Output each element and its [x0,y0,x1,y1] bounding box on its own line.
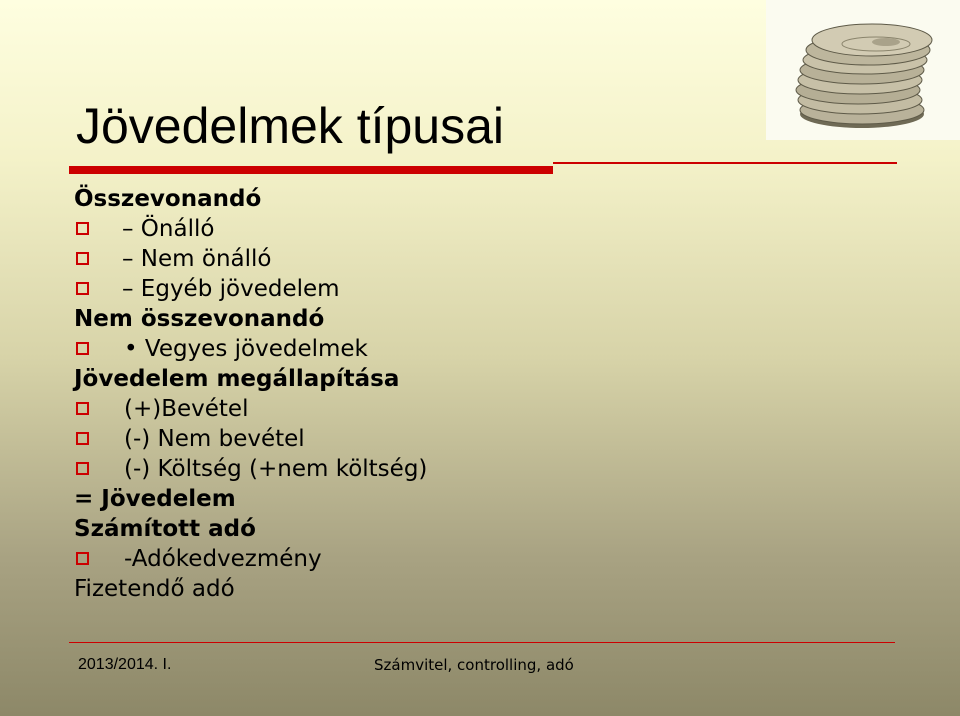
list-item-text: (-) Költség (+nem költség) [124,456,428,482]
square-bullet-icon [76,252,89,265]
list-item [74,304,774,334]
list-item [74,424,774,454]
footer-course-title: Számvitel, controlling, adó [374,656,574,674]
square-bullet-icon [76,552,89,565]
list-item [74,274,774,304]
square-bullet-icon [76,282,89,295]
coin-stack-image [766,0,960,140]
list-item [74,574,774,604]
list-item [74,364,774,394]
list-item [74,394,774,424]
list-item-text: (+)Bevétel [124,396,249,422]
list-item [74,244,774,274]
square-bullet-icon [76,342,89,355]
list-item [74,544,774,574]
list-item-text: – Egyéb jövedelem [122,276,340,302]
footer-divider [69,642,895,643]
square-bullet-icon [76,462,89,475]
title-underline-bar [69,166,553,174]
list-item [74,514,774,544]
content-list [74,184,774,604]
list-item-text: – Nem önálló [122,246,272,272]
list-item-text: -Adókedvezmény [124,546,322,572]
list-item-text: Fizetendő adó [74,576,235,602]
list-item-text: Nem összevonandó [74,306,325,332]
list-item-text: (-) Nem bevétel [124,426,305,452]
list-item-text: Számított adó [74,516,256,542]
list-item [74,184,774,214]
slide-title: Jövedelmek típusai [76,98,505,154]
square-bullet-icon [76,432,89,445]
list-item [74,334,774,364]
list-item [74,214,774,244]
list-item-text: = Jövedelem [74,486,236,512]
list-item-text: Jövedelem megállapítása [74,366,400,392]
title-underline-rule [553,162,897,164]
list-item-text: – Önálló [122,216,215,242]
square-bullet-icon [76,402,89,415]
list-item [74,484,774,514]
list-item-text: Összevonandó [74,186,262,212]
list-item-text: • Vegyes jövedelmek [124,336,368,362]
footer-date: 2013/2014. I. [78,656,172,673]
list-item [74,454,774,484]
square-bullet-icon [76,222,89,235]
